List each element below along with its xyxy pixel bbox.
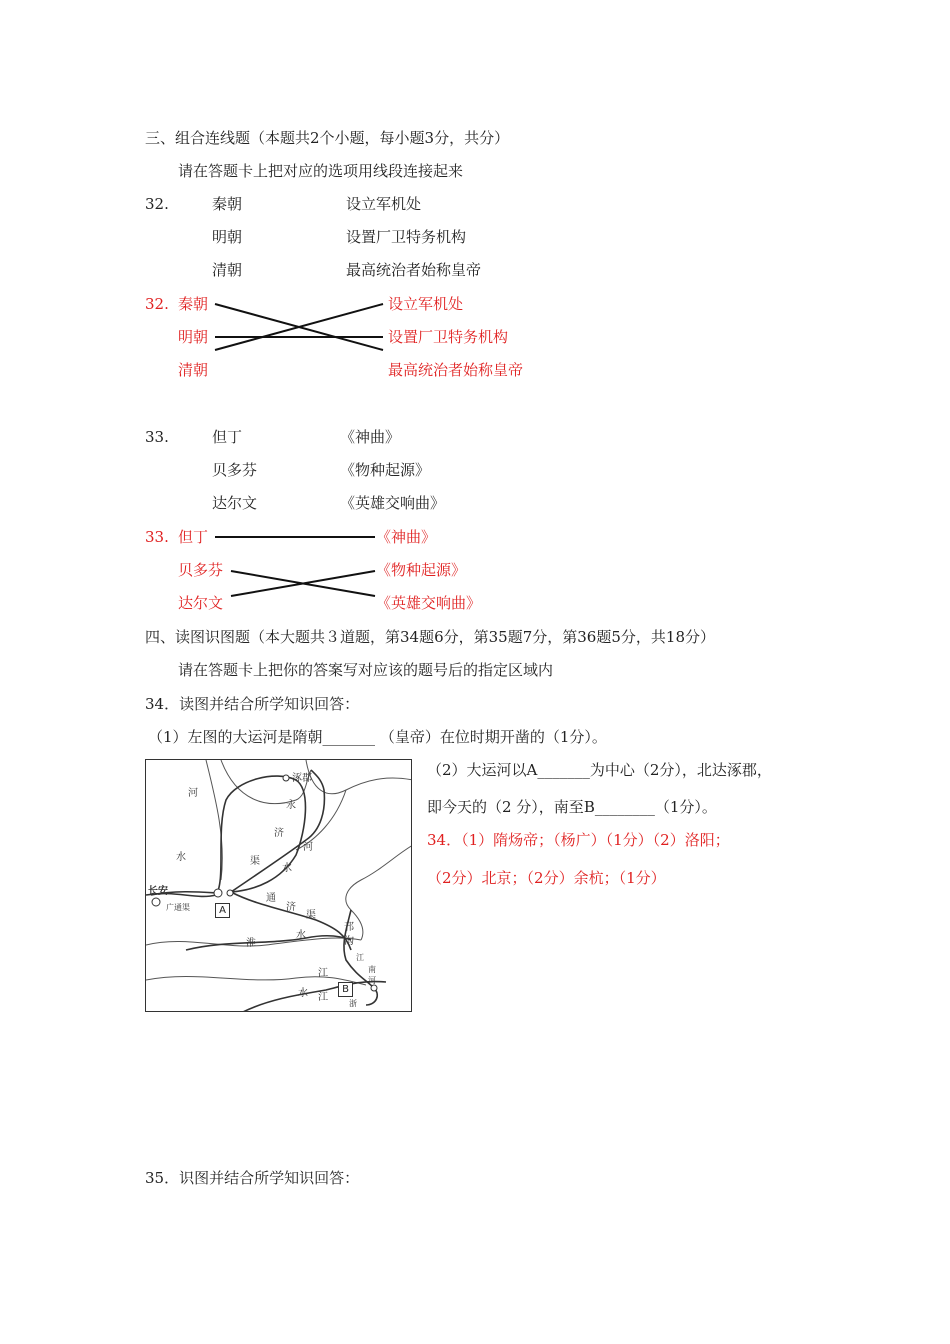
map-label-he2: 河 (303, 842, 313, 853)
q32-answer-left: 清朝 (178, 361, 209, 379)
map-label-changan: 长安 (148, 886, 168, 897)
map-yangtze (241, 982, 386, 1012)
map-canal-junction-dot (227, 890, 233, 896)
q33-right-item: 《物种起源》 (340, 461, 431, 479)
map-coastline-east (346, 845, 412, 940)
q33-left-item: 贝多芬 (212, 461, 258, 479)
section3-instruction: 请在答题卡上把对应的选项用线段连接起来 (178, 162, 464, 180)
map-label-tong: 通 (266, 893, 276, 904)
map-label-ji: 济 (274, 828, 284, 839)
q33-answer-left: 但丁 (178, 528, 209, 546)
q34-answer-line2: （2分）北京；（2分）余杭；（1分） (427, 869, 666, 887)
map-label-shui: 水 (176, 852, 186, 863)
map-river-west (206, 760, 222, 880)
q33-answer-left: 贝多芬 (178, 561, 224, 579)
q33-answer-right: 《神曲》 (376, 528, 437, 546)
map-coastline-north (306, 760, 412, 794)
grand-canal-map (145, 759, 412, 1012)
section3-title: 三、组合连线题（本题共2个小题，每小题3分，共分） (145, 129, 510, 147)
q33-answer-number: 33. (145, 528, 169, 546)
matching-lines (0, 0, 950, 640)
map-label-shui2: 水 (282, 863, 292, 874)
q33-answer-left: 达尔文 (178, 594, 224, 612)
map-label-zhe: 浙 (349, 999, 357, 1008)
map-label-qu: 渠 (250, 856, 260, 867)
q34-part1: （1）左图的大运河是隋朝_______ （皇帝）在位时期开凿的（1分）。 (148, 728, 607, 746)
map-label-jiang2: 江 (318, 992, 328, 1003)
q34-answer-line1: 34．（1）隋炀帝；（杨广）（1分）（2）洛阳； (427, 831, 730, 849)
q32-answer-right: 设置厂卫特务机构 (388, 328, 509, 346)
map-label-he: 河 (188, 788, 198, 799)
map-label-he3: 河 (368, 976, 376, 985)
q32-number: 32. (145, 195, 169, 213)
map-boundary-south2 (146, 976, 366, 985)
q32-answer-right: 最高统治者始称皇帝 (388, 361, 524, 379)
q33-right-item: 《英雄交响曲》 (340, 494, 446, 512)
q32-answer-number: 32. (145, 295, 169, 313)
q33-answer-right: 《英雄交响曲》 (376, 594, 482, 612)
map-label-jiang: 江 (318, 968, 328, 979)
map-label-zhuojun: 涿郡 (292, 773, 312, 784)
q35-prompt: 35．识图并结合所学知识回答： (145, 1169, 360, 1187)
map-label-jiang-nan: 江 (356, 953, 364, 962)
q32-left-item: 秦朝 (212, 195, 243, 213)
q32-right-item: 最高统治者始称皇帝 (346, 261, 482, 279)
section4-instruction: 请在答题卡上把你的答案写对应该的题号后的指定区域内 (178, 661, 554, 679)
map-label-yong: 永 (286, 800, 296, 811)
q33-left-item: 但丁 (212, 428, 243, 446)
section4-title: 四、读图识图题（本大题共３道题，第34题6分，第35题7分，第36题5分，共18分） (145, 628, 715, 646)
map-label-ji2: 济 (286, 902, 296, 913)
map-zhuojun-dot (283, 775, 289, 781)
q34-part2-line2: 即今天的（2 分），南至B________（1分）。 (427, 798, 717, 816)
q32-left-item: 明朝 (212, 228, 243, 246)
map-changan-dot (152, 898, 160, 906)
map-label-huai: 淮 (246, 938, 256, 949)
map-label-qu2: 渠 (306, 910, 316, 921)
map-label-han: 邗 (344, 922, 354, 933)
q32-answer-left: 秦朝 (178, 295, 209, 313)
map-box-a: A (215, 903, 230, 918)
q33-number: 33. (145, 428, 169, 446)
q32-right-item: 设立军机处 (346, 195, 422, 213)
map-label-gou: 沟 (344, 936, 354, 947)
q33-left-item: 达尔文 (212, 494, 258, 512)
q33-right-item: 《神曲》 (340, 428, 401, 446)
q33-answer-right: 《物种起源》 (376, 561, 467, 579)
map-label-nan: 南 (368, 965, 376, 974)
map-label-shui4: 水 (298, 988, 308, 999)
q34-prompt: 34．读图并结合所学知识回答： (145, 695, 360, 713)
q34-part2-line1: （2）大运河以A_______为中心（2分），北达涿郡， (427, 761, 772, 779)
q32-left-item: 清朝 (212, 261, 243, 279)
q32-answer-right: 设立军机处 (388, 295, 464, 313)
q32-answer-left: 明朝 (178, 328, 209, 346)
map-luoyang-dot (214, 889, 222, 897)
map-box-b: B (338, 982, 353, 997)
q32-right-item: 设置厂卫特务机构 (346, 228, 467, 246)
map-label-guangtongqu: 广通渠 (166, 903, 190, 912)
map-label-shui3: 水 (296, 930, 306, 941)
